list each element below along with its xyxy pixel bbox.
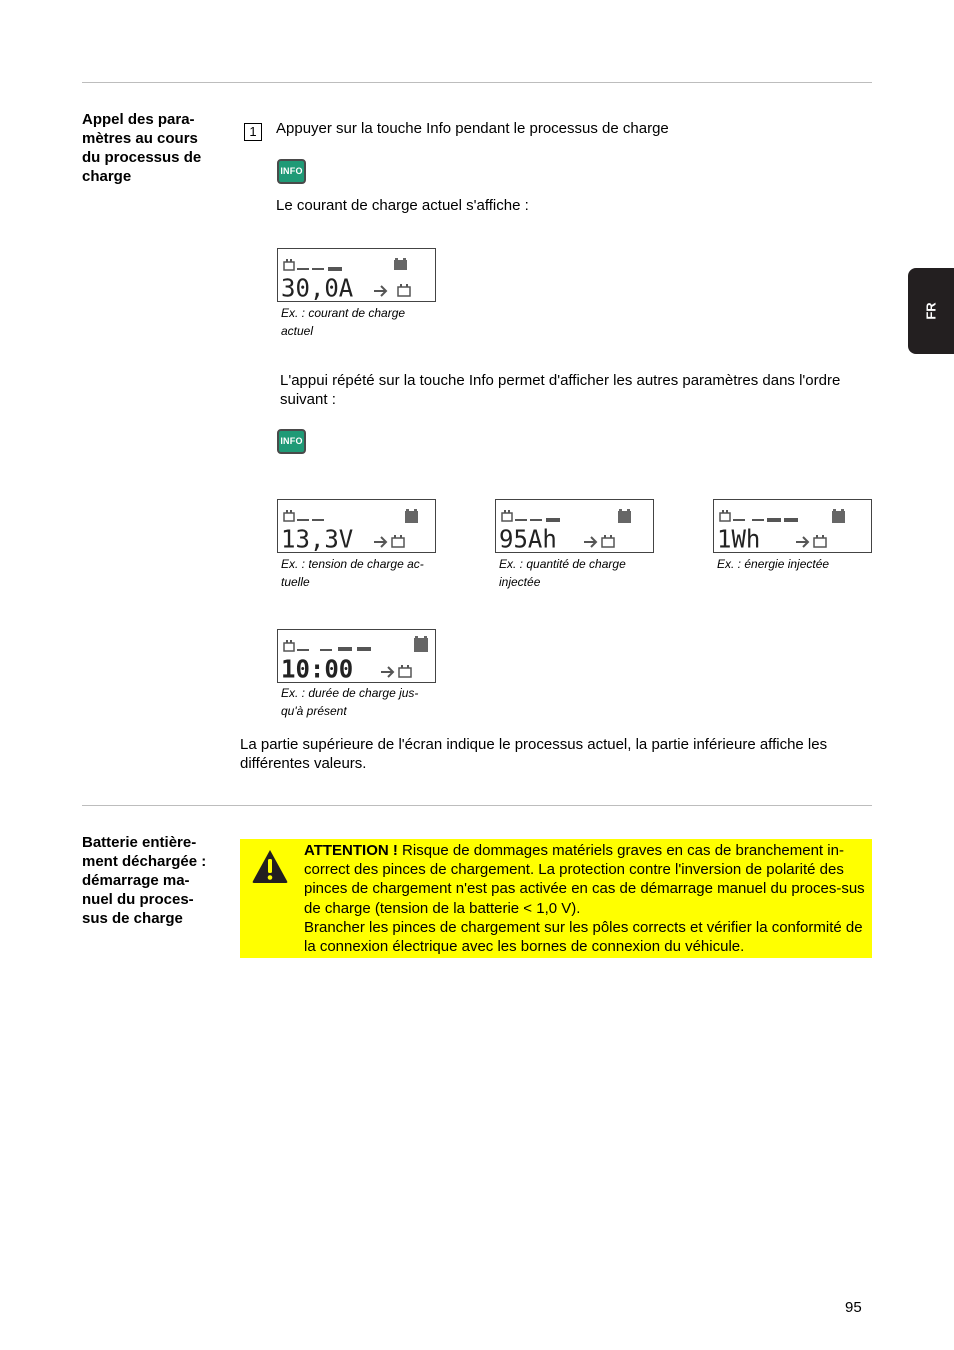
lcd-display-voltage <box>277 499 436 553</box>
lcd-display-duration <box>277 629 436 683</box>
warning-label: ATTENTION ! <box>304 842 398 859</box>
caption-amphours: Ex. : quantité de charge injectée <box>499 557 626 589</box>
lcd-value: 1Wh <box>717 524 761 553</box>
info-button-icon-2: INFO <box>277 429 306 454</box>
lcd-display-energy <box>713 499 872 553</box>
top-divider <box>82 82 872 83</box>
language-tab-label: FR <box>923 302 939 320</box>
lcd-value: 30,0A <box>281 273 354 302</box>
section-heading-parameters: Appel des para- mètres au cours du processus de charge <box>82 111 202 185</box>
step-text: Appuyer sur la touche Info pendant le processus de charge <box>276 120 669 137</box>
warning-text <box>304 841 872 956</box>
warning-triangle-icon <box>250 847 290 887</box>
warning-body: Risque de dommages matériels graves en cas de branchement in-correct des pinces de chargement. La protection contre l'inversion de polarité des pinces de chargement n'est pas activée en cas de démarrage manuel du proces-sus de charge (tension de la batterie < 1,0 V). <box>304 842 865 917</box>
caption-duration: Ex. : durée de charge jus- qu'à présent <box>281 686 419 718</box>
language-tab <box>908 268 954 354</box>
section-heading-battery: Batterie entière- ment déchargée : démarrage ma- nuel du proces- sus de charge <box>82 834 207 927</box>
step-number: 1 <box>244 123 262 141</box>
lcd-display-amphours <box>495 499 654 553</box>
info-button-icon: INFO <box>277 159 306 184</box>
section-divider <box>82 805 872 806</box>
lcd-value: 13,3V <box>281 524 354 553</box>
page-number: 95 <box>845 1299 862 1316</box>
caption-current: Ex. : courant de charge actuel <box>281 306 406 338</box>
caption-energy: Ex. : énergie injectée <box>717 557 830 571</box>
repeat-text: L'appui répété sur la touche Info permet d'afficher les autres paramètres dans l'ordre suivant : <box>280 372 841 408</box>
caption-voltage: Ex. : tension de charge ac- tuelle <box>281 557 424 589</box>
warning-box <box>240 839 872 958</box>
summary-text: La partie supérieure de l'écran indique le processus actuel, la partie inférieure affiche les différentes valeurs. <box>240 736 828 772</box>
lcd-display-current <box>277 248 436 302</box>
lcd-value: 95Ah <box>499 524 557 553</box>
warning-body-2: Brancher les pinces de chargement sur les pôles corrects et vérifier la conformité de la connexion électrique avec les bornes de connexion du véhicule. <box>304 918 863 956</box>
lcd-value: 10:00 <box>281 654 354 683</box>
current-shown-text: Le courant de charge actuel s'affiche : <box>276 197 529 214</box>
